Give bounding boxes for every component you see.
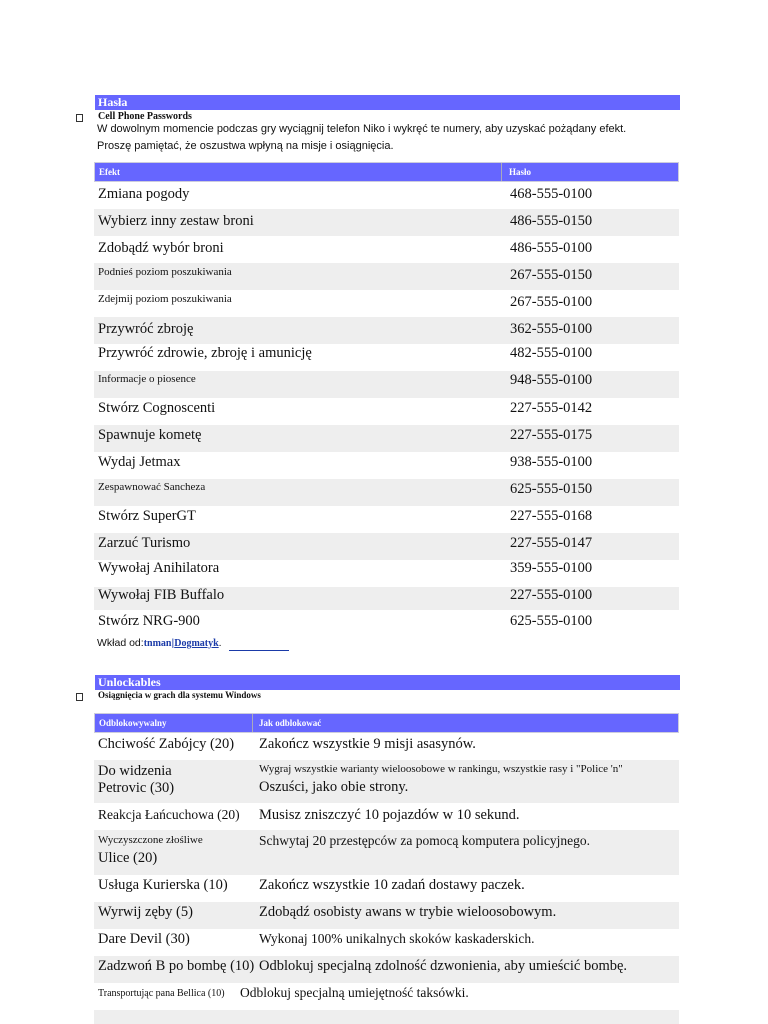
table-row [94, 398, 679, 425]
table-row [94, 830, 679, 875]
unlockable-name: Do widzenia [98, 763, 172, 779]
unlockable-name: Wyczyszczone złośliwe [98, 834, 203, 846]
cheat-effect: Wywołaj FIB Buffalo [98, 587, 225, 603]
unlockable-how: Odblokuj specjalną zdolność dzwonienia, aby umieścić bombę. [259, 958, 628, 974]
unlockables-section-header: Unlockables [95, 675, 680, 690]
table-row [94, 929, 679, 956]
cheat-effect: Stwórz Cognoscenti [98, 400, 216, 416]
table-row [94, 479, 679, 506]
cheat-password: 625-555-0100 [510, 613, 593, 629]
table-row [94, 733, 679, 760]
unlockable-name: Chciwość Zabójcy (20) [98, 736, 235, 752]
cheats-table-header [94, 162, 679, 182]
cheat-effect: Zdejmij poziom poszukiwania [98, 293, 232, 305]
table-row [94, 290, 679, 317]
unlockable-name: Wyrwij zęby (5) [98, 904, 193, 920]
table-row [94, 371, 679, 398]
column-header-password: Hasło [509, 167, 532, 177]
cheat-effect: Podnieś poziom poszukiwania [98, 266, 232, 278]
cheat-effect: Przywróć zdrowie, zbroję i amunicję [98, 345, 312, 361]
table-row [94, 344, 679, 371]
unlockable-name: Usługa Kurierska (10) [98, 877, 228, 893]
cheats-subtitle: Cell Phone Passwords [98, 111, 192, 122]
table-row [94, 182, 679, 209]
column-header-effect: Efekt [99, 167, 120, 177]
table-row [94, 560, 679, 587]
table-row [94, 956, 679, 983]
table-row [94, 533, 679, 560]
cheats-intro-line-2: Proszę pamiętać, że oszustwa wpłyną na misje i osiągnięcia. [97, 140, 394, 152]
credit-prefix: Wkład od: [97, 637, 144, 649]
unlockable-how: Wygraj wszystkie warianty wieloosobowe w rankingu, wszystkie rasy i "Police 'n" [259, 763, 623, 775]
cheat-effect: Spawnuje kometę [98, 427, 202, 443]
unlockable-how: Schwytaj 20 przestępców za pomocą komputera policyjnego. [259, 833, 591, 848]
unlockable-how: Musisz zniszczyć 10 pojazdów w 10 sekund. [259, 807, 520, 823]
credit-suffix: . [218, 637, 222, 649]
cheat-effect: Informacje o piosence [98, 373, 196, 385]
unlockable-name: Reakcja Łańcuchowa (20) [98, 807, 240, 822]
unlockable-how: Wykonaj 100% unikalnych skoków kaskaderskich. [259, 931, 535, 946]
cheat-password: 359-555-0100 [510, 560, 593, 576]
unlockable-name: Transportując pana Bellica (10) [98, 988, 225, 999]
column-header-how: Jak odblokować [259, 718, 322, 728]
unlockable-name: Ulice (20) [98, 850, 158, 866]
table-row [94, 587, 679, 610]
unlockable-how: Oszuści, jako obie strony. [259, 779, 409, 795]
credit-user-link[interactable]: tnman [143, 638, 172, 649]
credit-user-link[interactable]: Dogmatyk [174, 638, 219, 649]
checkbox-icon [76, 114, 83, 122]
column-header-unlockable: Odblokowywalny [99, 718, 167, 728]
cheat-effect: Wydaj Jetmax [98, 454, 181, 470]
cheat-password: 227-555-0147 [510, 535, 593, 551]
table-row [94, 263, 679, 290]
cheat-password: 227-555-0100 [510, 587, 593, 603]
unlockable-name: Petrovic (30) [98, 780, 175, 796]
table-row [94, 236, 679, 263]
cheat-password: 362-555-0100 [510, 321, 593, 337]
unlockables-table-header [94, 713, 679, 733]
cheat-password: 938-555-0100 [510, 454, 593, 470]
table-row [94, 983, 679, 1010]
unlockable-how: Zdobądź osobisty awans w trybie wieloosobowym. [259, 904, 557, 920]
cheat-password: 486-555-0100 [510, 240, 593, 256]
table-row [94, 902, 679, 929]
unlockables-subtitle: Osiągnięcia w grach dla systemu Windows [98, 690, 261, 700]
table-row [94, 613, 679, 635]
table-row [94, 875, 679, 902]
cheat-password: 482-555-0100 [510, 345, 593, 361]
table-row [94, 760, 679, 803]
unlockable-how: Odblokuj specjalną umiejętność taksówki. [240, 985, 469, 1000]
cheat-effect: Zdobądź wybór broni [98, 240, 224, 256]
cheat-effect: Przywróć zbroję [98, 321, 194, 337]
table-row [94, 803, 679, 830]
table-row [94, 317, 679, 344]
unlockable-name: Zadzwoń B po bombę (10) [98, 958, 255, 974]
checkbox-icon [76, 693, 83, 701]
cheat-effect: Wybierz inny zestaw broni [98, 213, 254, 229]
cheat-password: 625-555-0150 [510, 481, 593, 497]
table-row [94, 452, 679, 479]
cheat-effect: Stwórz NRG-900 [98, 613, 200, 629]
cheat-password: 227-555-0175 [510, 427, 593, 443]
cheat-effect: Wywołaj Anihilatora [98, 560, 220, 576]
cheat-effect: Zarzuć Turismo [98, 535, 191, 551]
table-row [94, 209, 679, 236]
cheat-effect: Stwórz SuperGT [98, 508, 196, 524]
unlockable-name: Dare Devil (30) [98, 931, 190, 947]
cheat-effect: Zmiana pogody [98, 186, 190, 202]
table-row [94, 506, 679, 533]
cheat-effect: Zespawnować Sancheza [98, 481, 206, 493]
link-underline [229, 650, 289, 651]
unlockable-how: Zakończ wszystkie 9 misji asasynów. [259, 736, 476, 752]
cheat-password: 486-555-0150 [510, 213, 593, 229]
cheats-intro-line-1: W dowolnym momencie podczas gry wyciągnij telefon Niko i wykręć te numery, aby uzyskać pożądany efekt. [97, 123, 627, 135]
cheats-section-header: Hasła [95, 95, 680, 110]
table-row [94, 1010, 679, 1024]
cheat-password: 267-555-0150 [510, 267, 593, 283]
credit-line [97, 637, 222, 649]
cheat-password: 227-555-0142 [510, 400, 593, 416]
separator: | [171, 637, 175, 649]
cheat-password: 227-555-0168 [510, 508, 593, 524]
cheat-password: 948-555-0100 [510, 372, 593, 388]
table-row [94, 425, 679, 452]
unlockable-how: Zakończ wszystkie 10 zadań dostawy paczek. [259, 877, 525, 893]
cheat-password: 267-555-0100 [510, 294, 593, 310]
cheat-password: 468-555-0100 [510, 186, 593, 202]
